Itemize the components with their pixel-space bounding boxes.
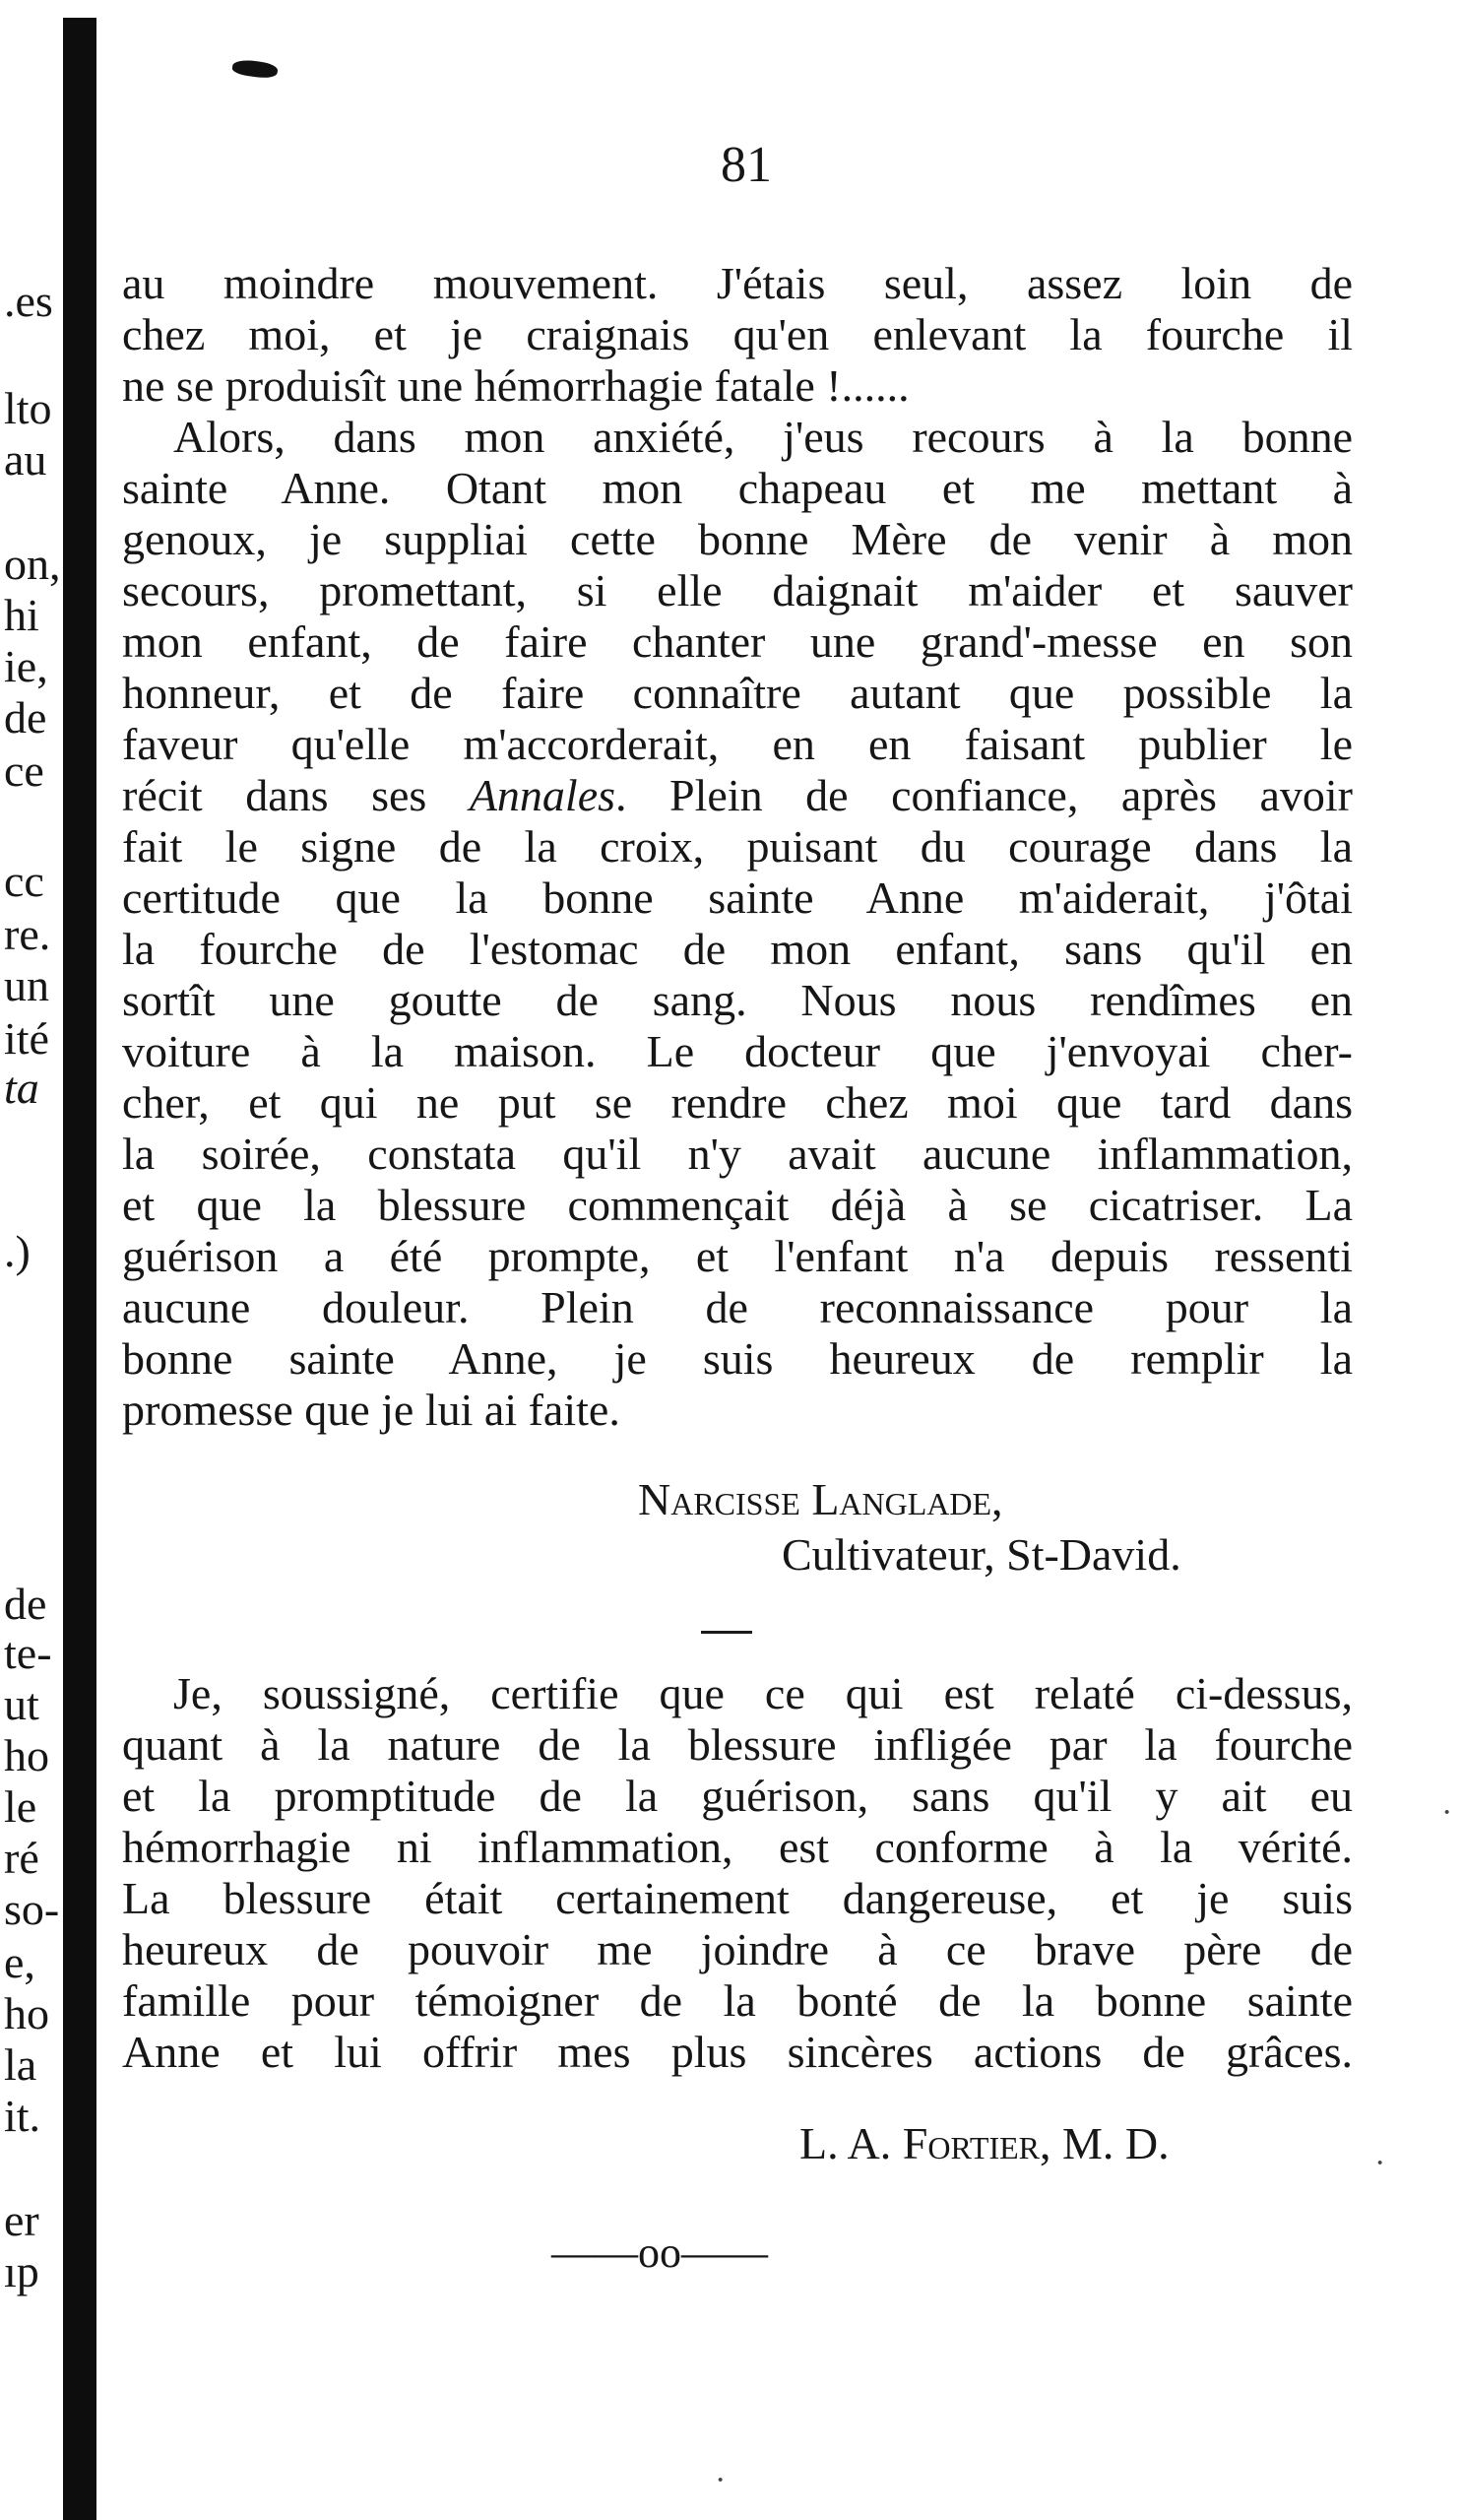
text-line: Alors, dans mon anxiété, j'eus recours à la bonne — [173, 412, 1353, 462]
text-line: honneur, et de faire connaître autant que possible la — [122, 668, 1353, 718]
margin-fragment: de — [4, 1579, 47, 1629]
text-line: aucune douleur. Plein de reconnaissance pour la — [122, 1282, 1353, 1332]
text-line: sainte Anne. Otant mon chapeau et me mettant à — [122, 463, 1353, 513]
margin-fragment: cc — [4, 856, 44, 906]
margin-fragment: au — [4, 434, 47, 485]
margin-fragment: ie, — [4, 641, 48, 691]
margin-fragment: le — [4, 1781, 37, 1832]
text-line: La blessure était certainement dangereuse, et je suis — [122, 1873, 1353, 1923]
text-line: Anne et lui offrir mes plus sincères actions de grâces. — [122, 2027, 1353, 2077]
text-line: heureux de pouvoir me joindre à ce brave père de — [122, 1924, 1353, 1974]
text-line: récit dans ses Annales. Plein de confiance, après avoir — [122, 770, 1353, 820]
text-line: secours, promettant, si elle daignait m'aider et sauver — [122, 565, 1353, 615]
margin-fragment: on, — [4, 539, 61, 589]
text-line: ne se produisît une hémorrhagie fatale !...... — [122, 360, 910, 411]
margin-fragment: la — [4, 2039, 37, 2090]
text-line: au moindre mouvement. J'étais seul, assez loin de — [122, 258, 1353, 308]
margin-fragment: re. — [4, 909, 51, 959]
margin-fragment: ta — [4, 1063, 39, 1113]
signature-role: Cultivateur, St-David. — [782, 1529, 1181, 1580]
page-number: 81 — [721, 137, 772, 193]
end-ornament: ——oo—— — [551, 2229, 768, 2277]
margin-fragment: .es — [4, 276, 53, 326]
section-divider — [701, 1631, 752, 1634]
margin-fragment: hi — [4, 590, 39, 640]
margin-fragment: er — [4, 2195, 39, 2245]
text-line: mon enfant, de faire chanter une grand'-messe en son — [122, 616, 1353, 667]
margin-fragment: .) — [4, 1226, 31, 1276]
margin-fragment: te- — [4, 1628, 52, 1678]
text-line: certitude que la bonne sainte Anne m'aiderait, j'ôtai — [122, 872, 1353, 923]
margin-fragment: it. — [4, 2091, 41, 2141]
margin-fragment: ho — [4, 1988, 49, 2038]
margin-fragment: ce — [4, 745, 44, 796]
text-line: genoux, je suppliai cette bonne Mère de venir à mon — [122, 514, 1353, 564]
margin-fragment: so- — [4, 1884, 60, 1934]
text-line: Je, soussigné, certifie que ce qui est relaté ci-dessus, — [173, 1668, 1353, 1718]
text-line: chez moi, et je craignais qu'en enlevant la fourche il — [122, 309, 1353, 359]
text-line: la soirée, constata qu'il n'y avait aucune inflammation, — [122, 1129, 1353, 1179]
margin-fragment: de — [4, 692, 47, 743]
margin-fragment: ré — [4, 1833, 39, 1883]
text-line: bonne sainte Anne, je suis heureux de remplir la — [122, 1333, 1353, 1384]
text-line: famille pour témoigner de la bonté de la bonne sainte — [122, 1975, 1353, 2026]
text-line: quant à la nature de la blessure infligée par la fourche — [122, 1719, 1353, 1770]
margin-fragment: ho — [4, 1730, 49, 1780]
text-line: fait le signe de la croix, puisant du courage dans la — [122, 821, 1353, 872]
stray-mark: · — [1374, 2145, 1386, 2181]
text-line: hémorrhagie ni inflammation, est conforme à la vérité. — [122, 1822, 1353, 1872]
text-line: sortît une goutte de sang. Nous nous rendîmes en — [122, 975, 1353, 1025]
text-line: et la promptitude de la guérison, sans qu'il y ait eu — [122, 1771, 1353, 1821]
margin-fragment: ıp — [4, 2246, 39, 2296]
binding-gutter — [63, 18, 96, 2520]
stray-mark: · — [1441, 1794, 1453, 1831]
text-line: faveur qu'elle m'accorderait, en en faisant publier le — [122, 719, 1353, 769]
text-line: promesse que je lui ai faite. — [122, 1385, 620, 1435]
margin-fragment: un — [4, 960, 49, 1010]
margin-fragment: lto — [4, 383, 52, 433]
margin-fragment: e, — [4, 1937, 35, 1987]
signature-name: Narcisse Langlade, — [638, 1474, 1003, 1524]
stray-mark: · — [715, 2462, 727, 2498]
ink-smudge — [231, 58, 279, 80]
text-line: et que la blessure commençait déjà à se cicatriser. La — [122, 1180, 1353, 1230]
text-line: guérison a été prompte, et l'enfant n'a depuis ressenti — [122, 1231, 1353, 1281]
margin-fragment: ité — [4, 1013, 49, 1064]
text-line: voiture à la maison. Le docteur que j'envoyai cher- — [122, 1026, 1353, 1076]
text-line: la fourche de l'estomac de mon enfant, sans qu'il en — [122, 924, 1353, 974]
text-line: cher, et qui ne put se rendre chez moi que tard dans — [122, 1077, 1353, 1128]
margin-fragment: ut — [4, 1679, 39, 1729]
signature-name: L. A. Fortier, M. D. — [799, 2118, 1170, 2168]
